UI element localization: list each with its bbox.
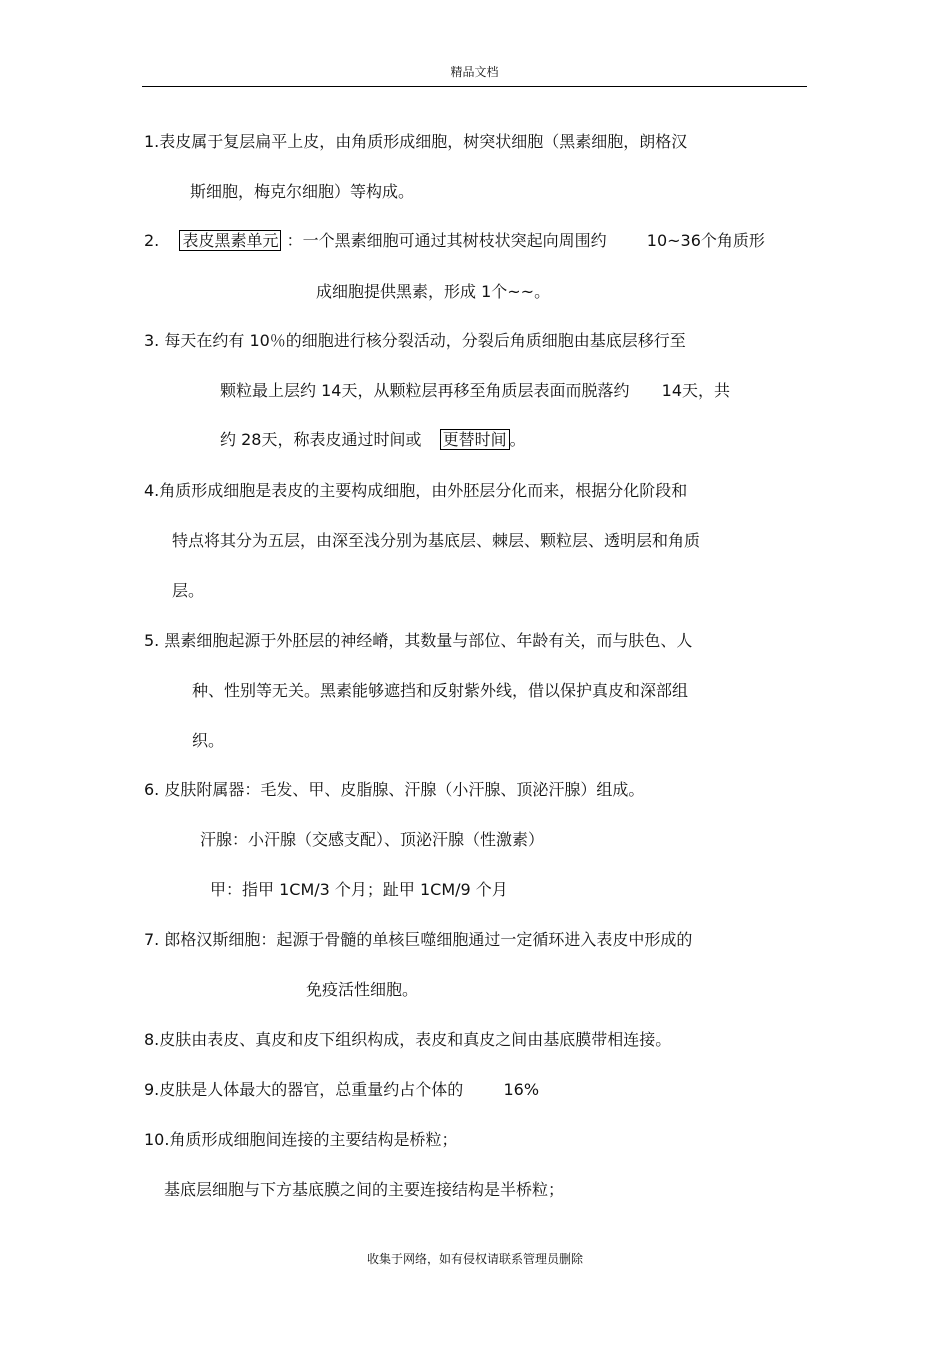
item-7-line-1: 7. 郎格汉斯细胞：起源于骨髓的单核巨噬细胞通过一定循环进入表皮中形成的 <box>144 930 693 949</box>
item-3-line-3-b: 。 <box>509 430 526 449</box>
item-3-line-3 <box>220 429 526 451</box>
item-5-line-1: 5. 黑素细胞起源于外胚层的神经嵴，其数量与部位、年龄有关，而与肤色、人 <box>144 631 693 650</box>
item-4-line-2: 特点将其分为五层，由深至浅分别为基底层、棘层、颗粒层、透明层和角质 <box>172 531 701 550</box>
item-9-text: 9.皮肤是人体最大的器官，总重量约占个体的 <box>144 1080 464 1099</box>
item-9-percent: 16% <box>503 1080 540 1099</box>
item-2-number: 2. <box>144 231 160 250</box>
item-7-line-2: 免疫活性细胞。 <box>306 980 419 999</box>
item-4-line-3: 层。 <box>172 581 205 600</box>
item-6-line-3: 甲：指甲 1CM/3 个月；趾甲 1CM/9 个月 <box>210 880 508 899</box>
item-6-line-2: 汗腺：小汗腺（交感支配）、顶泌汗腺（性激素） <box>200 830 545 849</box>
item-6-line-1: 6. 皮肤附属器：毛发、甲、皮脂腺、汗腺（小汗腺、顶泌汗腺）组成。 <box>144 780 645 799</box>
page-header: 精品文档 <box>142 64 807 87</box>
boxed-term-melanin-unit: 表皮黑素单元 <box>179 230 281 251</box>
item-2-line-1 <box>144 230 765 252</box>
item-10-line-1: 10.角质形成细胞间连接的主要结构是桥粒； <box>144 1130 458 1149</box>
item-9-line-1 <box>144 1079 539 1101</box>
item-2-text: ：一个黑素细胞可通过其树枝状突起向周围约 <box>286 231 607 250</box>
item-3-line-2-b: 14天，共 <box>661 381 731 400</box>
item-3-line-2 <box>220 380 730 402</box>
item-3-line-2-a: 颗粒最上层约 14天，从颗粒层再移至角质层表面而脱落约 <box>220 381 630 400</box>
item-5-line-2: 种、性别等无关。黑素能够遮挡和反射紫外线，借以保护真皮和深部组 <box>192 681 689 700</box>
item-8-line-1: 8.皮肤由表皮、真皮和皮下组织构成，表皮和真皮之间由基底膜带相连接。 <box>144 1030 672 1049</box>
page-footer: 收集于网络，如有侵权请联系管理员删除 <box>366 1252 583 1266</box>
item-3-line-3-a: 约 28天，称表皮通过时间或 <box>220 430 422 449</box>
item-10-line-2: 基底层细胞与下方基底膜之间的主要连接结构是半桥粒； <box>164 1180 565 1199</box>
item-5-line-3: 织。 <box>192 731 225 750</box>
item-2-line-2: 成细胞提供黑素，形成 1个~~。 <box>316 282 551 301</box>
item-2-number-range: 10~36 <box>646 231 701 250</box>
item-3-line-1: 3. 每天在约有 10％的细胞进行核分裂活动，分裂后角质细胞由基底层移行至 <box>144 331 686 350</box>
boxed-term-turnover-time: 更替时间 <box>440 429 510 450</box>
item-1-line-2: 斯细胞，梅克尔细胞）等构成。 <box>190 182 415 201</box>
item-4-line-1: 4.角质形成细胞是表皮的主要构成细胞，由外胚层分化而来，根据分化阶段和 <box>144 481 688 500</box>
item-2-text-end: 个角质形 <box>700 231 765 250</box>
item-1-line-1: 1.表皮属于复层扁平上皮，由角质形成细胞，树突状细胞（黑素细胞，朗格汉 <box>144 132 688 151</box>
